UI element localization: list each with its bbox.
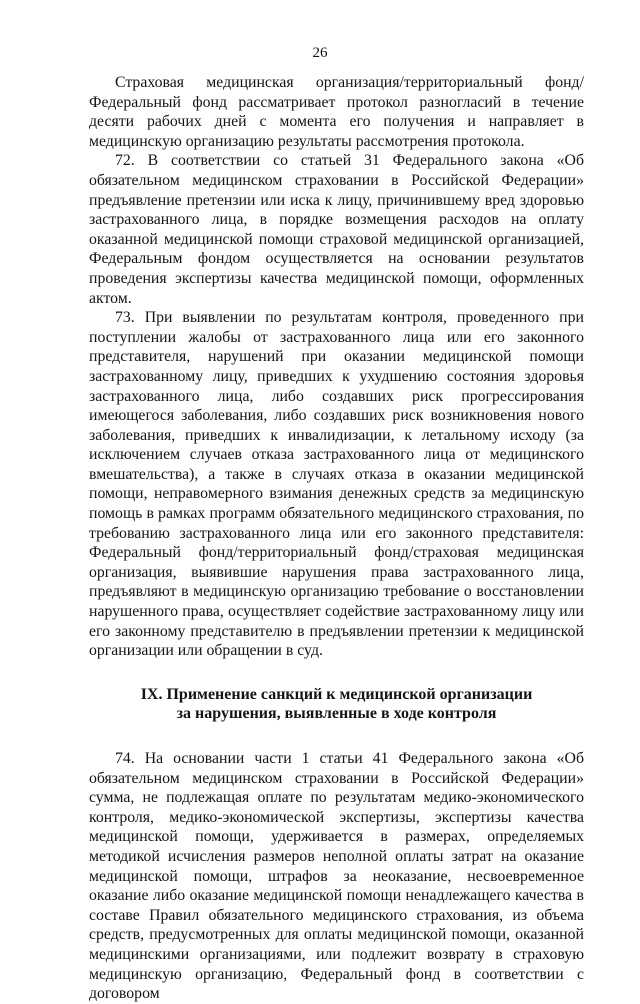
paragraph-74: 74. На основании части 1 статьи 41 Федерального закона «Об обязательном медицинском страховании в Российской Федерации» сумма, не подлежащая оплате по результатам медико-экономического контроля, медико-экономической экспертизы, экспертизы качества медицинской помощи, удерживается в размерах, определяемых методикой исчисления размеров неполной оплаты затрат на оказание медицинской помощи, штрафов за неоказание, несвоевременное оказание либо оказание медицинской помощи ненадлежащего качества в составе Правил обязательного медицинского страхования, из объема средств, предусмотренных для оплаты медицинской помощи, оказанной медицинскими организациями, или подлежит возврату в страховую медицинскую организацию, Федеральный фонд в соответствии с договором [89,750,584,1003]
document-body [89,73,584,1004]
section-heading-line-2: за нарушения, выявленные в ходе контроля [176,705,497,723]
page-number: 26 [312,45,328,61]
paragraph-73: 73. При выявлении по результатам контроля, проведенного при поступлении жалобы от застрахованного лица или его законного представителя, нарушений при оказании медицинской помощи застрахованному лицу, приведших к ухудшению состояния здоровья застрахованного лица, либо создавших риск прогрессирования имеющегося заболевания, либо создавших риск возникновения нового заболевания, приведших к инвалидизации, к летальному исходу (за исключением случаев отказа застрахованного лица от медицинского вмешательства), а также в случаях отказа в оказании медицинской помощи, неправомерного взимания денежных средств за медицинскую помощь в рамках программ обязательного медицинского страхования, по требованию застрахованного лица или его законного представителя: Федеральный фонд/территориальный фонд/страховая медицинская организация, выявившие нарушения права застрахованного лица, предъявляют в медицинскую организацию требование о восстановлении нарушенного права, осуществляет содействие застрахованному лицу или его законному представителю в предъявлении претензии к медицинской организации или обращении в суд. [89,309,584,660]
section-heading-line-1: IX. Применение санкций к медицинской организации [140,685,533,703]
section-heading-ix [89,685,584,724]
paragraph-protocol-review: Страховая медицинская организация/территориальный фонд/Федеральный фонд рассматривает протокол разногласий в течение десяти рабочих дней с момента его получения и направляет в медицинскую организацию результаты рассмотрения протокола. [89,74,584,150]
paragraph-72: 72. В соответствии со статьей 31 Федерального закона «Об обязательном медицинском страховании в Российской Федерации» предъявление претензии или иска к лицу, причинившему вред здоровью застрахованного лица, в порядке возмещения расходов на оплату оказанной медицинской помощи страховой медицинской организацией, Федеральным фондом осуществляется на основании результатов проведения экспертизы качества медицинской помощи, оформленных актом. [89,152,584,307]
